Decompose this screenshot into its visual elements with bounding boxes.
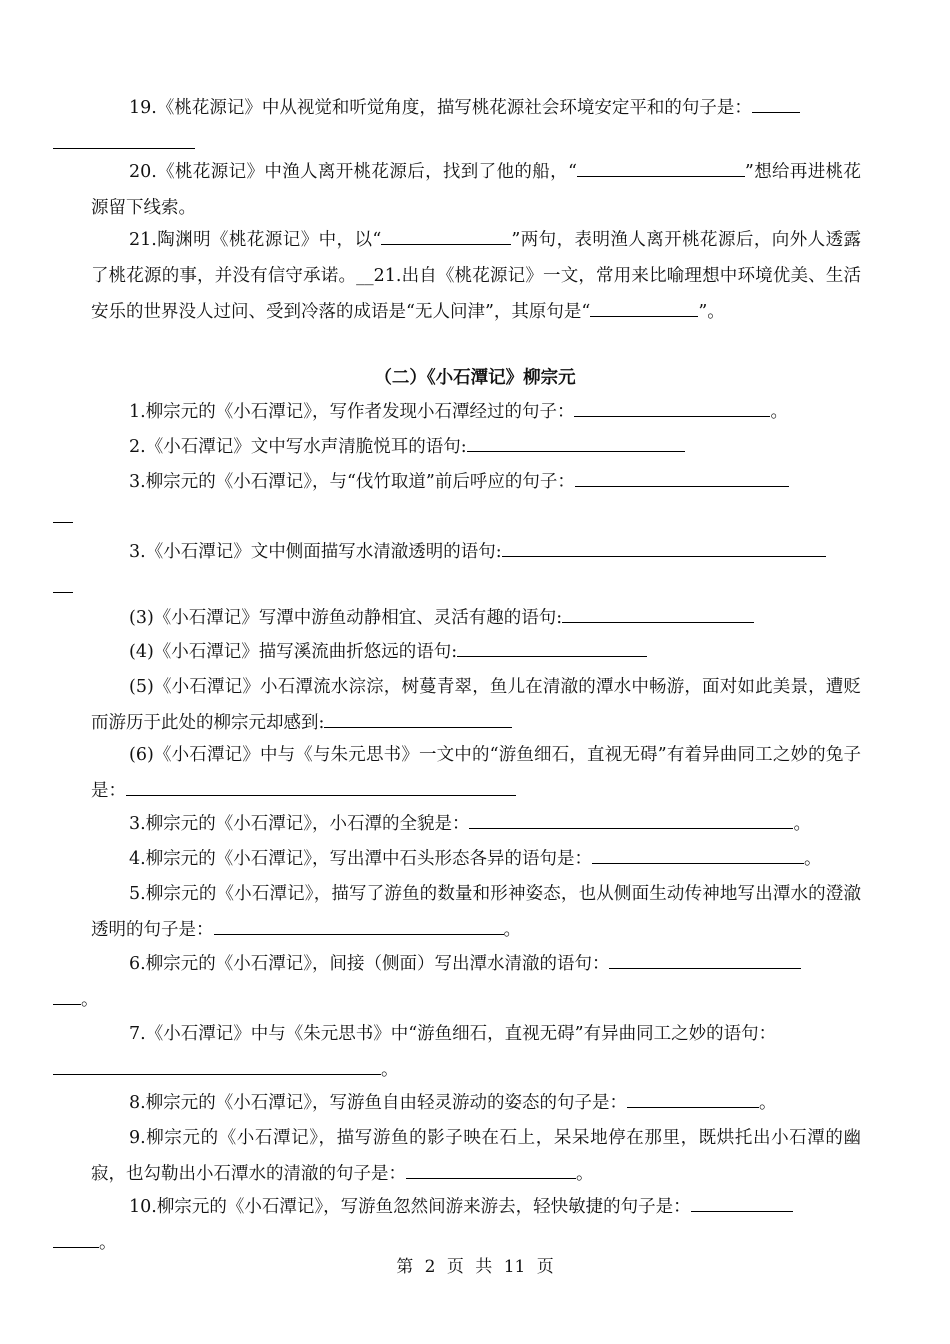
question-text: 。 xyxy=(381,1060,399,1080)
question-text: ”想给再进桃花源留下线索。 xyxy=(91,162,861,218)
question-text: 9.柳宗元的《小石潭记》，描写游鱼的影子映在石上，呆呆地停在那里，既烘托出小石潭的幽寂，也勾勒出小石潭水的清澈的句子是： xyxy=(91,1128,861,1184)
answer-blank[interactable] xyxy=(575,464,789,487)
item-t6 xyxy=(81,946,861,1018)
answer-blank[interactable] xyxy=(457,634,647,657)
question-text: (5)《小石潭记》小石潭流水淙淙，树蔓青翠，鱼儿在清澈的潭水中畅游，面对如此美景，遭贬而游历于此处的柳宗元却感到: xyxy=(91,677,861,733)
answer-blank[interactable] xyxy=(126,773,516,796)
page-footer: 第 2 页 共 11 页 xyxy=(396,1257,554,1277)
question-text: 。 xyxy=(758,1093,777,1113)
question-text: (3)《小石潭记》写潭中游鱼动静相宜、灵活有趣的语句: xyxy=(129,608,563,628)
answer-blank[interactable] xyxy=(406,1156,576,1179)
question-text: 3.《小石潭记》文中侧面描写水清澈透明的语句: xyxy=(129,542,502,562)
question-text: 。 xyxy=(793,814,811,834)
answer-blank[interactable] xyxy=(752,90,800,113)
answer-blank[interactable] xyxy=(53,982,81,1005)
answer-blank[interactable] xyxy=(590,294,662,317)
question-text: 。 xyxy=(81,990,99,1010)
question-text: ”两句，表明渔人离开桃花源后，向外人透露了桃花源的事，并没有信守承诺。__21.出自《桃花源记》一文，常用来比喻理想中环境优美、生活安乐的世界没人过问、受到冷落的成语是“无人问津”，其原句是“ xyxy=(91,230,861,322)
question-text: 3.柳宗元的《小石潭记》，小石潭的全貌是： xyxy=(129,814,470,834)
answer-blank[interactable] xyxy=(467,429,685,452)
item-t5 xyxy=(91,876,861,948)
item-t10 xyxy=(91,1189,861,1261)
answer-blank[interactable] xyxy=(609,946,801,969)
item-p5 xyxy=(91,669,861,741)
answer-blank[interactable] xyxy=(53,1225,99,1248)
item-t9 xyxy=(91,1120,861,1192)
question-text: 3.柳宗元的《小石潭记》，与“伐竹取道”前后呼应的句子： xyxy=(129,472,575,492)
question-20 xyxy=(91,154,861,226)
item-p4 xyxy=(91,634,861,670)
question-21 xyxy=(91,222,861,330)
item-t4 xyxy=(91,841,861,877)
item-s3b xyxy=(91,534,861,606)
answer-blank[interactable] xyxy=(574,394,770,417)
question-text: 。 xyxy=(576,1164,594,1184)
item-t3 xyxy=(91,806,861,842)
question-text: 2.《小石潭记》文中写水声清脆悦耳的语句: xyxy=(129,437,467,457)
item-s2 xyxy=(91,429,861,465)
question-text: ”。 xyxy=(698,302,725,322)
item-t8 xyxy=(91,1085,861,1121)
question-text: 6.柳宗元的《小石潭记》，间接（侧面）写出潭水清澈的语句： xyxy=(129,954,610,974)
question-text: 4.柳宗元的《小石潭记》，写出潭中石头形态各异的语句是： xyxy=(129,849,592,869)
question-text: 7.《小石潭记》中与《朱元思书》中“游鱼细石，直视无碍”有异曲同工之妙的语句： xyxy=(129,1024,777,1044)
question-text: (6)《小石潭记》中与《与朱元思书》一文中的“游鱼细石，直视无碍”有着异曲同工之妙的兔子是： xyxy=(91,745,861,801)
question-19 xyxy=(91,90,861,162)
answer-blank[interactable] xyxy=(381,222,511,245)
answer-blank[interactable] xyxy=(53,126,195,149)
answer-blank[interactable] xyxy=(691,1189,793,1212)
answer-blank[interactable] xyxy=(53,570,73,593)
question-text: 21.陶渊明《桃花源记》中，以“ xyxy=(129,230,382,250)
question-text: 5.柳宗元的《小石潭记》，描写了游鱼的数量和形神姿态，也从侧面生动传神地写出潭水的澄澈透明的句子是： xyxy=(91,884,861,940)
question-text: 。 xyxy=(99,1233,117,1253)
item-p6 xyxy=(91,737,861,809)
answer-blank[interactable] xyxy=(502,534,826,557)
answer-blank[interactable] xyxy=(53,500,73,523)
answer-blank[interactable] xyxy=(562,600,754,623)
answer-blank[interactable] xyxy=(627,1085,759,1108)
answer-blank[interactable] xyxy=(469,806,793,829)
item-p3 xyxy=(91,600,861,636)
section-title: （二）《小石潭记》柳宗元 xyxy=(374,368,576,388)
question-text: 。 xyxy=(503,920,521,940)
item-s1 xyxy=(91,394,861,430)
question-text: 。 xyxy=(770,402,788,422)
item-s3a xyxy=(91,464,861,536)
answer-blank[interactable] xyxy=(662,294,698,317)
question-text: 。 xyxy=(803,849,822,869)
answer-blank[interactable] xyxy=(577,154,745,177)
question-text: 10.柳宗元的《小石潭记》，写游鱼忽然间游来游去，轻快敏捷的句子是： xyxy=(129,1197,691,1217)
answer-blank[interactable] xyxy=(214,912,504,935)
question-text: 19.《桃花源记》中从视觉和听觉角度，描写桃花源社会环境安定平和的句子是： xyxy=(129,98,752,118)
question-text: 8.柳宗元的《小石潭记》，写游鱼自由轻灵游动的姿态的句子是： xyxy=(129,1093,627,1113)
question-text: (4)《小石潭记》描写溪流曲折悠远的语句: xyxy=(129,642,458,662)
answer-blank[interactable] xyxy=(324,705,512,728)
answer-blank[interactable] xyxy=(592,841,804,864)
item-t7 xyxy=(91,1016,861,1088)
question-text: 20.《桃花源记》中渔人离开桃花源后，找到了他的船，“ xyxy=(129,162,577,182)
question-text: 1.柳宗元的《小石潭记》，写作者发现小石潭经过的句子： xyxy=(129,402,575,422)
answer-blank[interactable] xyxy=(53,1052,381,1075)
